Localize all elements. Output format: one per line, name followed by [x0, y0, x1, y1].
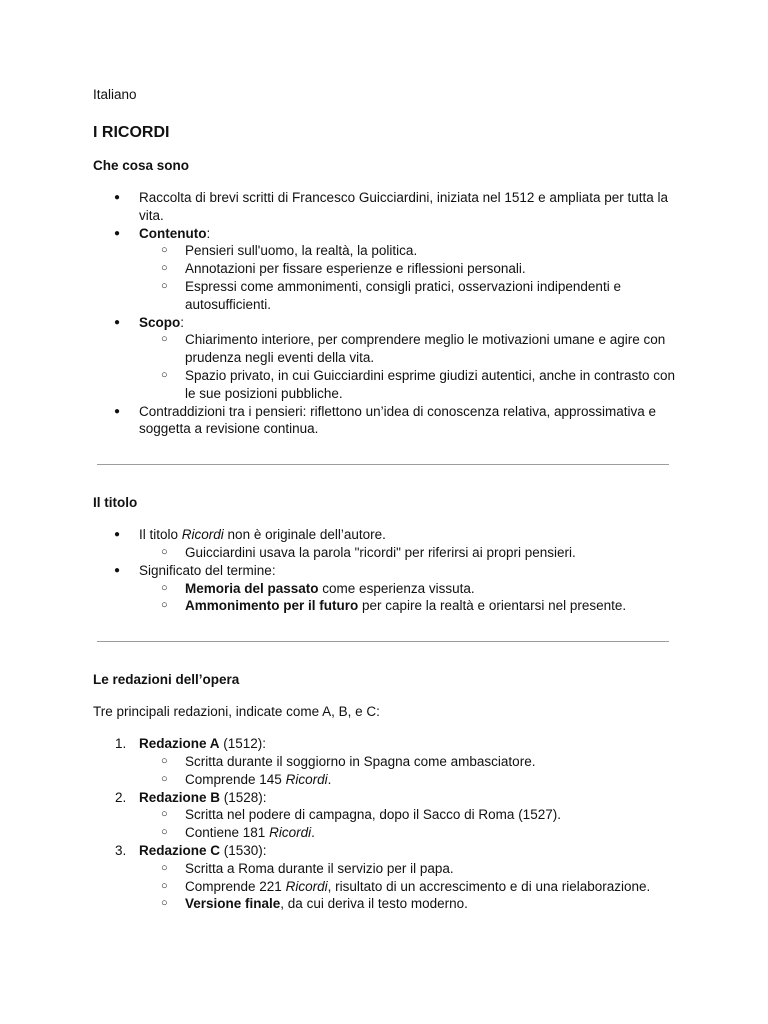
sublist-item [139, 771, 683, 789]
text-run: . [311, 825, 315, 841]
sublist [139, 860, 683, 913]
italic-title: Ricordi [285, 771, 328, 787]
sublist-item: ○ Spazio privato, in cui Guicciardini esprime giudizi autentici, anche in contrasto con le sue posizioni pubbliche. [139, 367, 683, 403]
sublist [139, 544, 683, 562]
sublist-item: ○ Scritta durante il soggiorno in Spagna come ambasciatore. [139, 753, 683, 771]
subject-label: Italiano [93, 87, 137, 102]
list-item-text: Raccolta di brevi scritti di Francesco Guicciardini, iniziata nel 1512 e ampliata per tutta la vita. [139, 190, 668, 223]
redazione-b [93, 789, 683, 842]
document-title: I RICORDI [93, 124, 170, 141]
list-item-scopo [93, 314, 683, 403]
sublist [139, 580, 683, 616]
list-item-label: Scopo [139, 314, 181, 330]
text-run: . [327, 771, 332, 787]
text-run: (1528): [220, 789, 267, 805]
list-item [93, 562, 683, 615]
sublist-item [139, 597, 683, 615]
text-run: , risultato di un accrescimento e di una rielaborazione. [327, 878, 651, 894]
sublist-item [139, 878, 683, 896]
section-heading-che-cosa-sono: Che cosa sono [93, 158, 190, 173]
text-run: come esperienza vissuta. [318, 580, 475, 596]
list-item-contenuto [93, 225, 683, 314]
sublist [139, 753, 683, 789]
bold-term: Redazione C [139, 842, 221, 858]
horizontal-rule [97, 641, 669, 642]
bold-term: Redazione B [139, 789, 221, 805]
text-run: , da cui deriva il testo moderno. [280, 896, 468, 912]
sublist-item [139, 824, 683, 842]
list-number: 2. [115, 789, 127, 805]
text-run: non è originale dell’autore. [223, 527, 386, 543]
redazione-c [93, 842, 683, 913]
text-run: (1530): [220, 842, 267, 858]
text-run: (1512): [219, 736, 267, 752]
list-item [93, 526, 683, 562]
sublist-item: ○ Espressi come ammonimenti, consigli pratici, osservazioni indipendenti e autosufficienti. [139, 278, 683, 314]
text-run: Contiene 181 [185, 825, 270, 841]
sublist-item: ○ Chiarimento interiore, per comprendere meglio le motivazioni umane e agire con prudenza negli eventi della vita. [139, 331, 683, 367]
horizontal-rule [97, 464, 669, 465]
section-2-list [93, 526, 683, 615]
document-page [93, 86, 683, 913]
bold-term: Redazione A [139, 736, 220, 752]
section-intro: Tre principali redazioni, indicate come A, B, e C: [93, 704, 380, 720]
text-run: per capire la realtà e orientarsi nel presente. [358, 598, 627, 614]
italic-title: Ricordi [285, 878, 328, 894]
sublist-item: ○ Pensieri sull'uomo, la realtà, la politica. [139, 242, 683, 260]
bold-term: Versione finale [185, 896, 281, 912]
list-item-label: Contenuto [139, 225, 207, 241]
scopo-sublist [139, 331, 683, 402]
sublist-item: ○ Guicciardini usava la parola "ricordi" per riferirsi ai propri pensieri. [139, 544, 683, 562]
list-item-text: Contraddizioni tra i pensieri: riflettono un’idea di conoscenza relativa, approssimativa e soggetta a revisione continua. [139, 403, 657, 437]
redazione-a [93, 735, 683, 788]
text-run: Il titolo [139, 527, 182, 543]
section-heading-il-titolo: Il titolo [93, 495, 138, 511]
sublist-item: ○ Scritta a Roma durante il servizio per il papa. [139, 860, 683, 878]
contenuto-sublist [139, 242, 683, 313]
list-number: 3. [115, 842, 127, 858]
section-heading-redazioni: Le redazioni dell’opera [93, 672, 240, 688]
list-item [93, 403, 683, 439]
sublist-item [139, 895, 683, 913]
sublist-item [139, 580, 683, 598]
list-number: 1. [115, 736, 127, 752]
sublist-item: ○ Annotazioni per fissare esperienze e riflessioni personali. [139, 260, 683, 278]
list-item [93, 189, 683, 225]
text-run: Comprende 145 [185, 771, 286, 787]
text-run: Comprende 221 [185, 878, 286, 894]
redazioni-list [93, 735, 683, 913]
colon: : [180, 314, 185, 330]
bold-term: Memoria del passato [185, 580, 319, 596]
italic-title: Ricordi [181, 527, 224, 543]
italic-title: Ricordi [269, 825, 312, 841]
sublist-item: ○ Scritta nel podere di campagna, dopo il Sacco di Roma (1527). [139, 806, 683, 824]
bold-term: Ammonimento per il futuro [185, 598, 359, 614]
text-run: Significato del termine: [139, 562, 276, 578]
sublist [139, 806, 683, 842]
colon: : [206, 225, 211, 241]
section-1-list [93, 189, 683, 438]
